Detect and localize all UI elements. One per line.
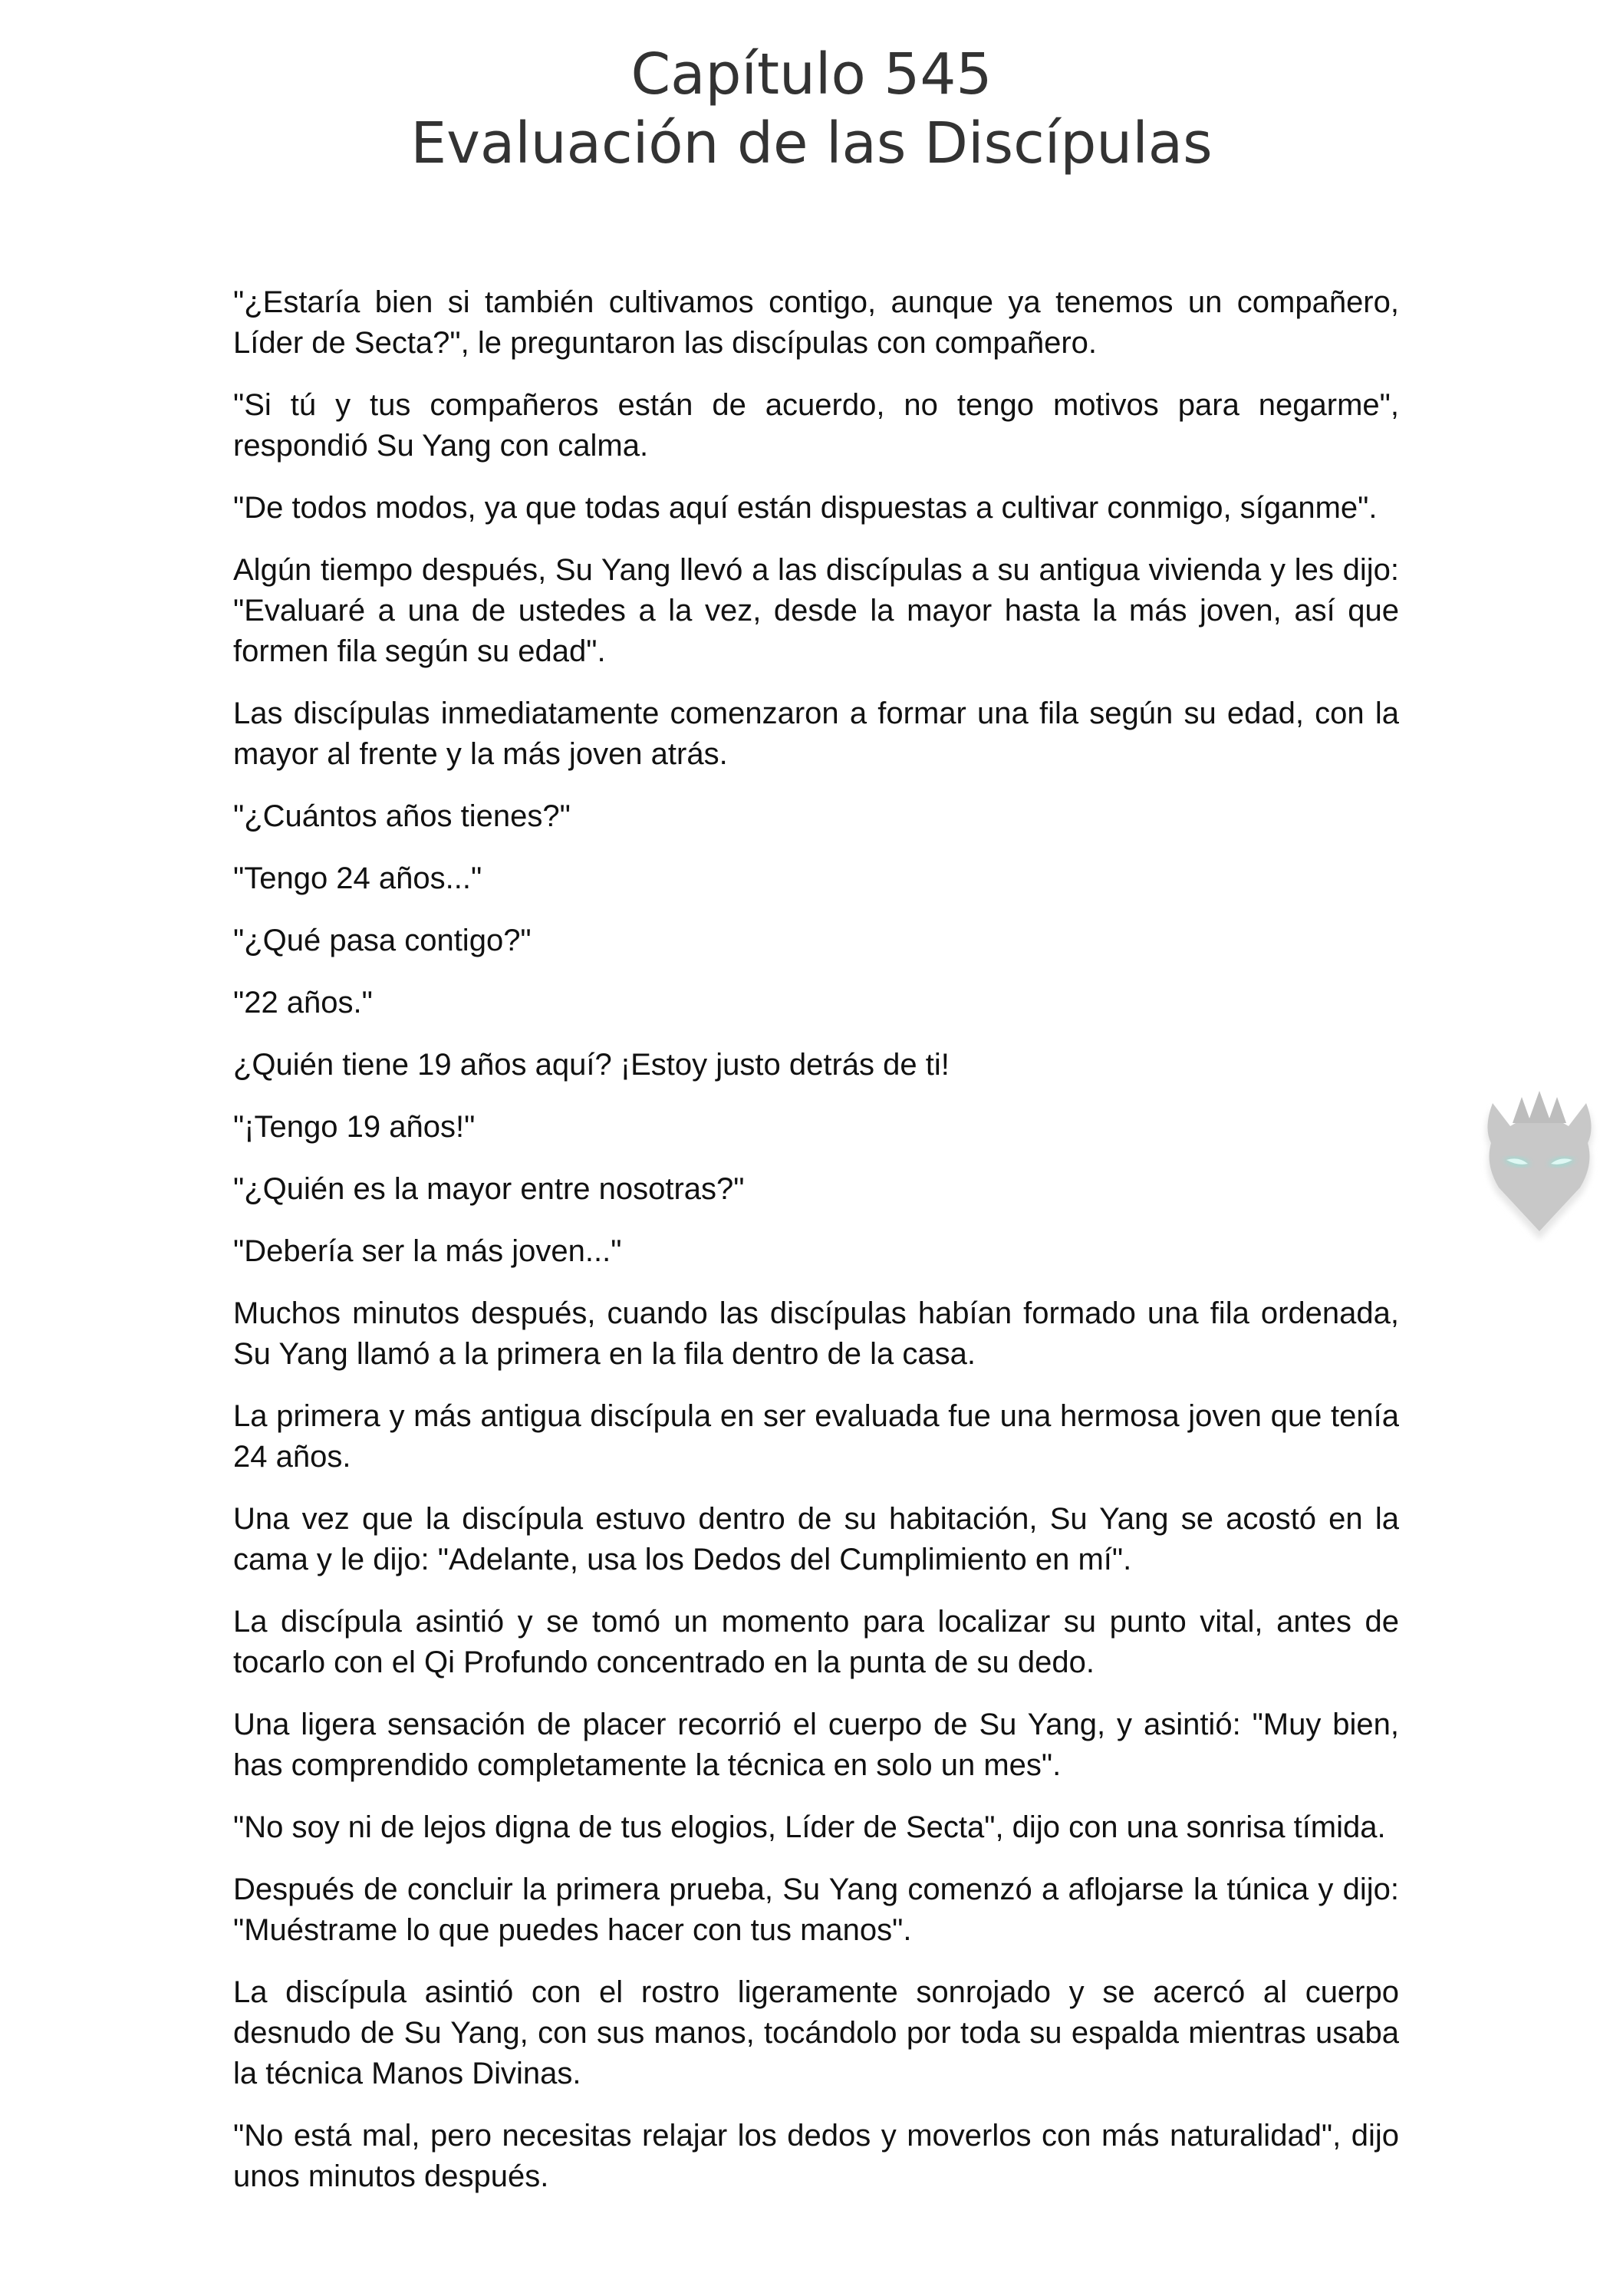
paragraph: Muchos minutos después, cuando las discípulas habían formado una fila ordenada, Su Yang llamó a la primera en la fila dentro de la casa. (233, 1296, 1399, 1371)
paragraph: "¿Quién es la mayor entre nosotras?" (233, 1172, 745, 1206)
paragraph: "¿Estaría bien si también cultivamos contigo, aunque ya tenemos un compañero, Líder de Secta?", le preguntaron las discípulas con compañero. (233, 285, 1399, 360)
paragraph: "Tengo 24 años..." (233, 861, 482, 895)
chapter-body (233, 282, 1399, 2219)
paragraph: La discípula asintió con el rostro ligeramente sonrojado y se acercó al cuerpo desnudo de Su Yang, con sus manos, tocándolo por toda su espalda mientras usaba la técnica Manos Divinas. (233, 1975, 1399, 2090)
paragraph: Una ligera sensación de placer recorrió el cuerpo de Su Yang, y asintió: "Muy bien, has comprendido completamente la técnica en solo un mes". (233, 1708, 1399, 1782)
paragraph: Una vez que la discípula estuvo dentro de su habitación, Su Yang se acostó en la cama y le dijo: "Adelante, usa los Dedos del Cumplimiento en mí". (233, 1502, 1399, 1576)
paragraph: Las discípulas inmediatamente comenzaron a formar una fila según su edad, con la mayor al frente y la más joven atrás. (233, 697, 1399, 771)
paragraph: Después de concluir la primera prueba, Su Yang comenzó a aflojarse la túnica y dijo: "Muéstrame lo que puedes hacer con tus manos". (233, 1873, 1399, 1947)
paragraph: "De todos modos, ya que todas aquí están dispuestas a cultivar conmigo, síganme". (233, 491, 1378, 525)
chapter-title: Evaluación de las Discípulas (410, 110, 1213, 177)
paragraph: "¿Qué pasa contigo?" (233, 924, 532, 957)
paragraph: "Si tú y tus compañeros están de acuerdo, no tengo motivos para negarme", respondió Su Yang con calma. (233, 388, 1399, 463)
paragraph: "No está mal, pero necesitas relajar los dedos y moverlos con más naturalidad", dijo unos minutos después. (233, 2119, 1399, 2193)
paragraph: La primera y más antigua discípula en ser evaluada fue una hermosa joven que tenía 24 años. (233, 1399, 1399, 1474)
paragraph: "¡Tengo 19 años!" (233, 1110, 476, 1144)
paragraph: "No soy ni de lejos digna de tus elogios, Líder de Secta", dijo con una sonrisa tímida. (233, 1810, 1386, 1844)
chapter-heading (0, 40, 1623, 179)
paragraph: La discípula asintió y se tomó un momento para localizar su punto vital, antes de tocarlo con el Qi Profundo concentrado en la punta de su dedo. (233, 1605, 1399, 1679)
paragraph: ¿Quién tiene 19 años aquí? ¡Estoy justo detrás de ti! (233, 1048, 950, 1082)
paragraph: "22 años." (233, 986, 373, 1020)
chapter-number: Capítulo 545 (630, 41, 993, 107)
demon-head-icon (1467, 1074, 1612, 1243)
paragraph: "¿Cuántos años tienes?" (233, 799, 571, 833)
paragraph: "Debería ser la más joven..." (233, 1234, 622, 1268)
paragraph: Algún tiempo después, Su Yang llevó a las discípulas a su antigua vivienda y les dijo: "Evaluaré a una de ustedes a la vez, desde la mayor hasta la más joven, así que formen fila según su edad". (233, 553, 1399, 668)
